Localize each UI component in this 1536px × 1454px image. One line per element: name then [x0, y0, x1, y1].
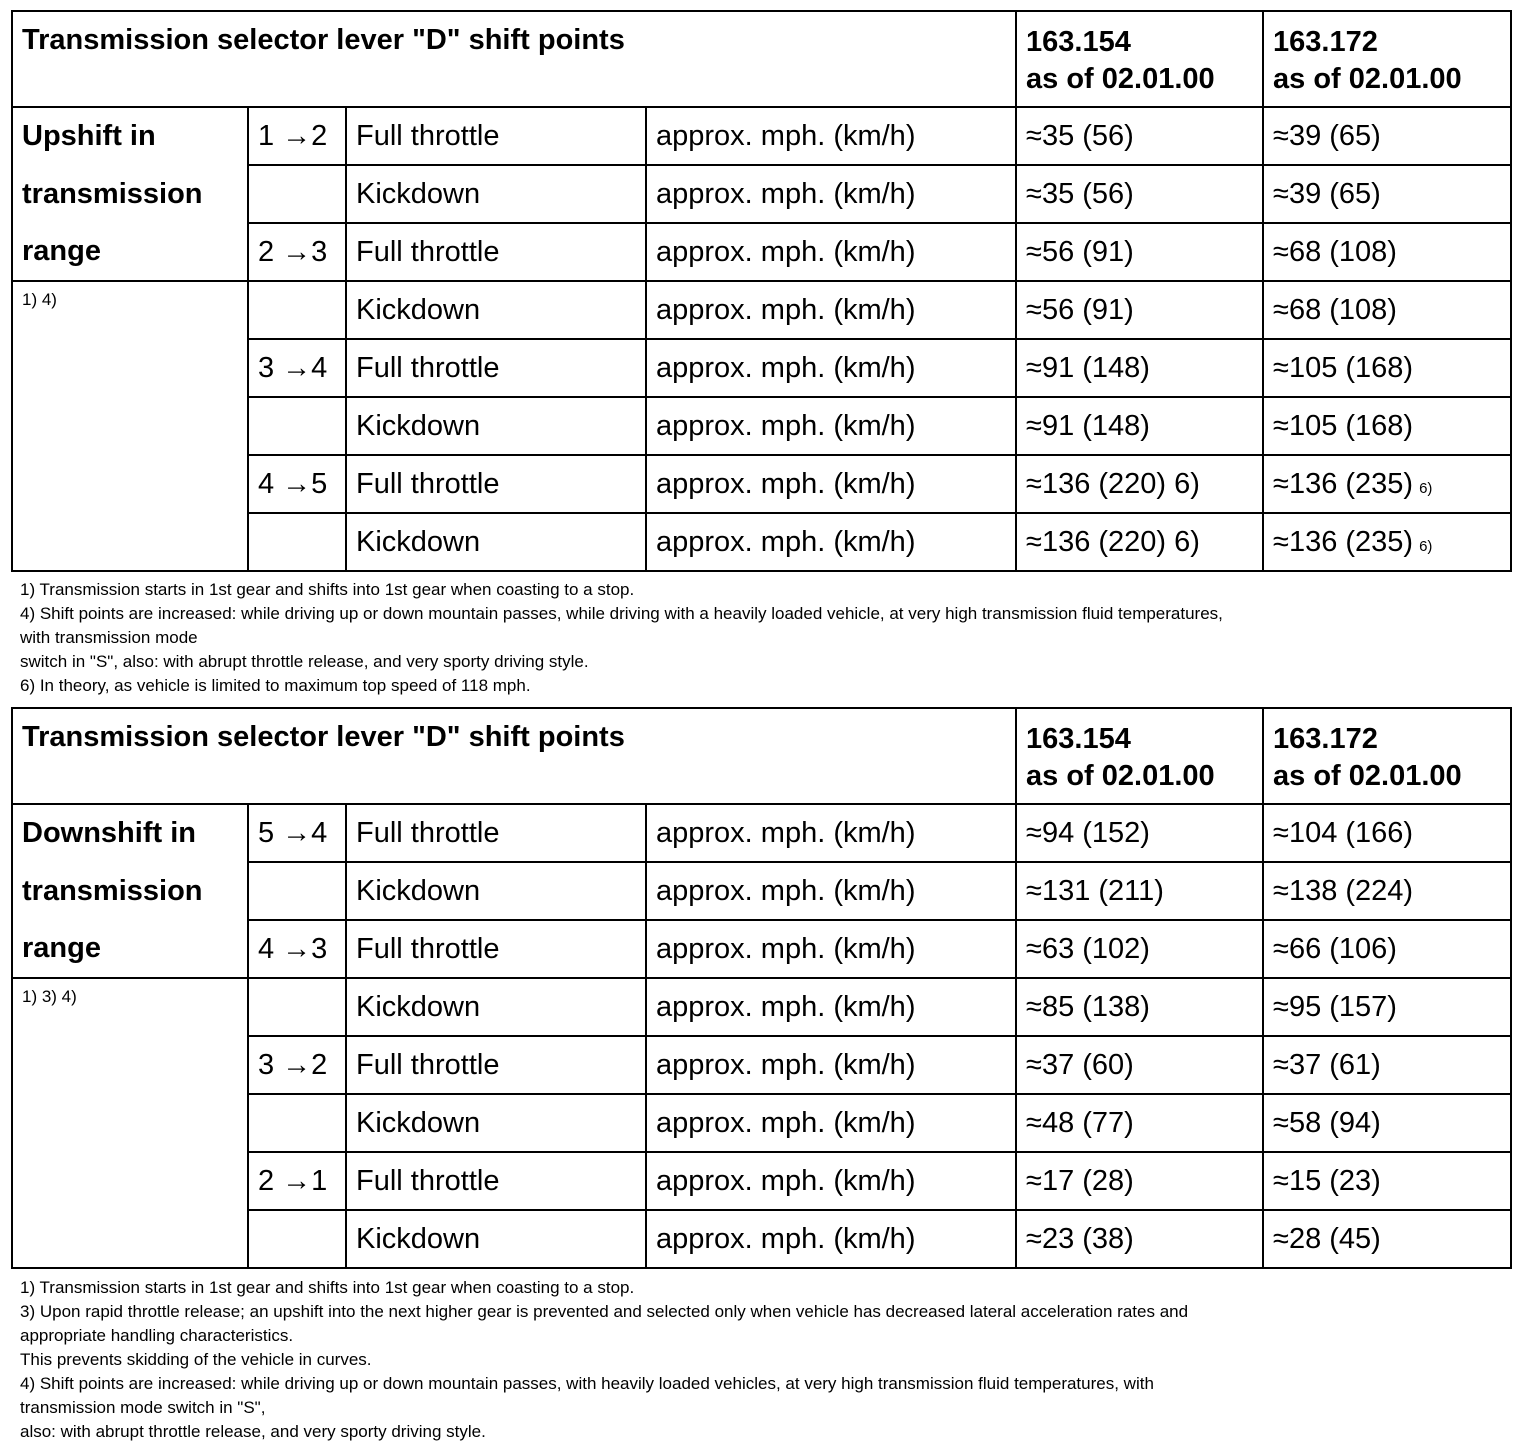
footnote-line: transmission mode switch in "S",	[20, 1398, 266, 1417]
mode-cell: Full throttle	[346, 339, 646, 397]
value-a-cell: ≈136 (220) 6)	[1016, 455, 1263, 513]
gear-cell	[248, 978, 346, 1036]
footnote-line: 4) Shift points are increased: while driving up or down mountain passes, with heavily loaded vehicles, at very high transmission fluid temperatures, with	[20, 1374, 1154, 1393]
gear-cell	[248, 1094, 346, 1152]
footnote-line: appropriate handling characteristics.	[20, 1326, 294, 1345]
unit-cell: approx. mph. (km/h)	[646, 920, 1016, 978]
table-row	[12, 281, 1511, 339]
table-row	[12, 862, 1511, 920]
mode-cell: Kickdown	[346, 281, 646, 339]
gear-cell: 4 →5	[248, 455, 346, 513]
value-b-cell: ≈39 (65)	[1263, 165, 1511, 223]
mode-cell: Kickdown	[346, 165, 646, 223]
value-b-cell: ≈15 (23)	[1263, 1152, 1511, 1210]
gear-cell	[248, 397, 346, 455]
value-a-cell: ≈94 (152)	[1016, 804, 1263, 862]
table-row	[12, 804, 1511, 862]
unit-cell: approx. mph. (km/h)	[646, 165, 1016, 223]
footnote-line: 1) Transmission starts in 1st gear and shifts into 1st gear when coasting to a stop.	[20, 580, 635, 599]
value-b-cell: ≈136 (235) 6)	[1263, 455, 1511, 513]
gear-cell: 5 →4	[248, 804, 346, 862]
unit-cell: approx. mph. (km/h)	[646, 804, 1016, 862]
value-b-cell: ≈136 (235) 6)	[1263, 513, 1511, 571]
gear-cell: 3 →2	[248, 1036, 346, 1094]
gear-cell: 2 →1	[248, 1152, 346, 1210]
upshift-table	[11, 10, 1512, 572]
unit-cell: approx. mph. (km/h)	[646, 1094, 1016, 1152]
footnotes	[20, 1276, 1510, 1444]
section-label: transmission	[12, 862, 248, 920]
value-a-cell: ≈17 (28)	[1016, 1152, 1263, 1210]
mode-cell: Kickdown	[346, 1094, 646, 1152]
value-b-cell: ≈68 (108)	[1263, 223, 1511, 281]
footnote-line: also: with abrupt throttle release, and very sporty driving style.	[20, 1422, 486, 1441]
mode-cell: Full throttle	[346, 223, 646, 281]
section-label: transmission	[12, 165, 248, 223]
value-b-cell: ≈104 (166)	[1263, 804, 1511, 862]
table-row	[12, 107, 1511, 165]
section-label: Upshift in	[12, 107, 248, 165]
mode-cell: Kickdown	[346, 397, 646, 455]
footnote-mark: 6)	[1419, 537, 1433, 555]
value-a-cell: ≈63 (102)	[1016, 920, 1263, 978]
model-b-header: 163.172 as of 02.01.00	[1263, 708, 1511, 804]
section-label: Downshift in	[12, 804, 248, 862]
gear-cell: 4 →3	[248, 920, 346, 978]
unit-cell: approx. mph. (km/h)	[646, 281, 1016, 339]
value-a-cell: ≈35 (56)	[1016, 107, 1263, 165]
table-row	[12, 165, 1511, 223]
mode-cell: Full throttle	[346, 455, 646, 513]
footnote-line: switch in "S", also: with abrupt throttle release, and very sporty driving style.	[20, 652, 589, 671]
value-b-cell: ≈58 (94)	[1263, 1094, 1511, 1152]
table-row	[12, 223, 1511, 281]
unit-cell: approx. mph. (km/h)	[646, 862, 1016, 920]
footnote-line: with transmission mode	[20, 628, 198, 647]
model-a-header: 163.154 as of 02.01.00	[1016, 708, 1263, 804]
model-b-header: 163.172 as of 02.01.00	[1263, 11, 1511, 107]
footnotes	[20, 578, 1510, 698]
mode-cell: Kickdown	[346, 1210, 646, 1268]
unit-cell: approx. mph. (km/h)	[646, 1036, 1016, 1094]
footnote-mark: 6)	[1419, 479, 1433, 497]
section-label: range	[12, 920, 248, 978]
mode-cell: Full throttle	[346, 1036, 646, 1094]
gear-cell: 2 →3	[248, 223, 346, 281]
unit-cell: approx. mph. (km/h)	[646, 513, 1016, 571]
value-a-cell: ≈131 (211)	[1016, 862, 1263, 920]
gear-cell	[248, 281, 346, 339]
value-a-cell: ≈91 (148)	[1016, 339, 1263, 397]
value-b-cell: ≈66 (106)	[1263, 920, 1511, 978]
downshift-table	[11, 707, 1512, 1269]
value-a-cell: ≈35 (56)	[1016, 165, 1263, 223]
gear-cell	[248, 1210, 346, 1268]
footnote-refs: 1) 4)	[12, 281, 248, 571]
mode-cell: Full throttle	[346, 1152, 646, 1210]
footnote-line: 4) Shift points are increased: while driving up or down mountain passes, while driving with a heavily loaded vehicle, at very high transmission fluid temperatures,	[20, 604, 1223, 623]
table-row	[12, 920, 1511, 978]
mode-cell: Kickdown	[346, 978, 646, 1036]
value-a-cell: ≈37 (60)	[1016, 1036, 1263, 1094]
value-a-cell: ≈85 (138)	[1016, 978, 1263, 1036]
value-a-cell: ≈48 (77)	[1016, 1094, 1263, 1152]
table-title: Transmission selector lever "D" shift points	[12, 708, 1016, 804]
unit-cell: approx. mph. (km/h)	[646, 455, 1016, 513]
value-a-cell: ≈136 (220) 6)	[1016, 513, 1263, 571]
unit-cell: approx. mph. (km/h)	[646, 339, 1016, 397]
value-a-cell: ≈56 (91)	[1016, 223, 1263, 281]
gear-cell	[248, 165, 346, 223]
value-b-cell: ≈28 (45)	[1263, 1210, 1511, 1268]
unit-cell: approx. mph. (km/h)	[646, 107, 1016, 165]
value-b-cell: ≈105 (168)	[1263, 339, 1511, 397]
value-b-cell: ≈105 (168)	[1263, 397, 1511, 455]
value-a-cell: ≈23 (38)	[1016, 1210, 1263, 1268]
footnote-line: 6) In theory, as vehicle is limited to maximum top speed of 118 mph.	[20, 676, 531, 695]
gear-cell	[248, 513, 346, 571]
footnote-refs: 1) 3) 4)	[12, 978, 248, 1268]
value-b-cell: ≈95 (157)	[1263, 978, 1511, 1036]
mode-cell: Kickdown	[346, 513, 646, 571]
value-b-cell: ≈39 (65)	[1263, 107, 1511, 165]
value-b-cell: ≈68 (108)	[1263, 281, 1511, 339]
gear-cell	[248, 862, 346, 920]
value-a-cell: ≈56 (91)	[1016, 281, 1263, 339]
mode-cell: Full throttle	[346, 804, 646, 862]
model-a-header: 163.154 as of 02.01.00	[1016, 11, 1263, 107]
gear-cell: 3 →4	[248, 339, 346, 397]
mode-cell: Full throttle	[346, 107, 646, 165]
section-label: range	[12, 223, 248, 281]
value-a-cell: ≈91 (148)	[1016, 397, 1263, 455]
table-title: Transmission selector lever "D" shift points	[12, 11, 1016, 107]
footnote-line: This prevents skidding of the vehicle in curves.	[20, 1350, 372, 1369]
unit-cell: approx. mph. (km/h)	[646, 223, 1016, 281]
value-b-cell: ≈37 (61)	[1263, 1036, 1511, 1094]
value-b-cell: ≈138 (224)	[1263, 862, 1511, 920]
footnote-line: 1) Transmission starts in 1st gear and shifts into 1st gear when coasting to a stop.	[20, 1278, 635, 1297]
footnote-line: 3) Upon rapid throttle release; an upshift into the next higher gear is prevented and selected only when vehicle has decreased lateral acceleration rates and	[20, 1302, 1189, 1321]
unit-cell: approx. mph. (km/h)	[646, 1152, 1016, 1210]
gear-cell: 1 →2	[248, 107, 346, 165]
unit-cell: approx. mph. (km/h)	[646, 397, 1016, 455]
mode-cell: Kickdown	[346, 862, 646, 920]
table-row	[12, 978, 1511, 1036]
mode-cell: Full throttle	[346, 920, 646, 978]
unit-cell: approx. mph. (km/h)	[646, 978, 1016, 1036]
unit-cell: approx. mph. (km/h)	[646, 1210, 1016, 1268]
